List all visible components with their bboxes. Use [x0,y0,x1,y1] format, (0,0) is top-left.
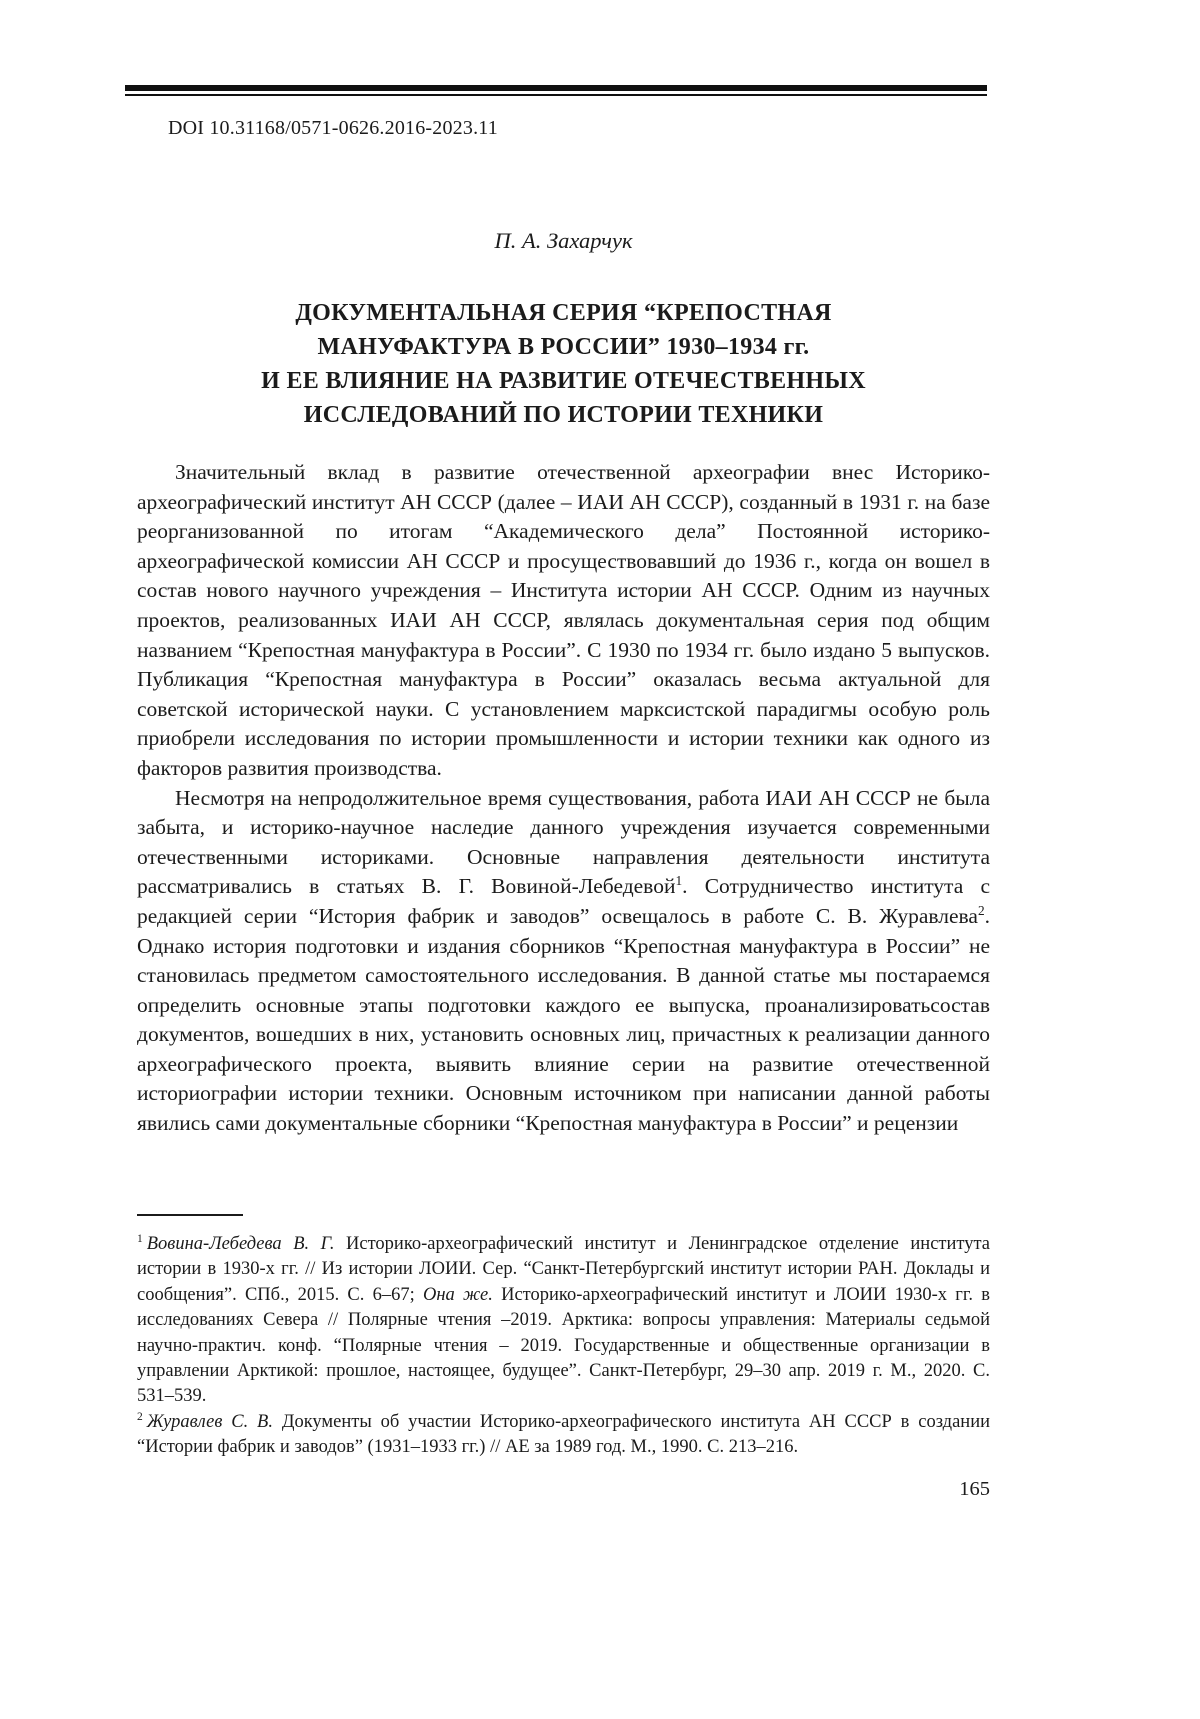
doi-text: DOI 10.31168/0571-0626.2016-2023.11 [168,117,498,139]
footnote-ref-1: 1 [675,873,683,889]
article-body [137,458,990,1139]
paragraph-1: Значительный вклад в развитие отечественной археографии внес Историко-археографический институт АН СССР (далее – ИАИ АН СССР), созданный в 1931 г. на базе реорганизованной по итогам “Академического дела” Постоянной историко-археографической комиссии АН СССР и просуществовавший до 1936 г., когда он вошел в состав нового научного учреждения – Института истории АН СССР. Одним из научных проектов, реализованных ИАИ АН СССР, являлась документальная серия под общим названием “Крепостная мануфактура в России”. С 1930 по 1934 гг. было издано 5 выпусков. Публикация “Крепостная мануфактура в России” оказалась весьма актуальной для советской исторической науки. С установлением марксистской парадигмы особую роль приобрели исследования по истории промышленности и истории техники как одного из факторов развития производства. [137,460,990,780]
title-line-1: ДОКУМЕНТАЛЬНАЯ СЕРИЯ “КРЕПОСТНАЯ [295,300,832,326]
footnote-2-marker: 2 [137,1410,143,1423]
footnote-1 [137,1232,990,1410]
footnote-1-text-a: Историко-археографический институт и Ленинградское отделение института истории в 1930-х гг. // Из истории ЛОИИ. Сер. “Санкт-Петербургский институт истории РАН. Доклады и сообщения”. СПб., 2015. С. 6–67; [137,1234,991,1305]
title-line-2: МАНУФАКТУРА В РОССИИ” 1930–1934 гг. [317,334,810,360]
footnote-ref-2: 2 [977,902,985,918]
paragraph-2-text-b: . Сотрудничество института с редакцией серии “История фабрик и заводов” освещалось в работе С. В. Журавлева [137,874,990,928]
page-number: 165 [959,1478,990,1500]
footnote-1-text-b: Историко-археографический институт и ЛОИИ 1930-х гг. в исследованиях Севера // Полярные чтения –2019. Арктика: вопросы управления: Материалы седьмой научно-практич. конф. “Полярные чтения – 2019. Государственные и общественные организации в управлении Арктикой: прошлое, настоящее, будущее”. Санкт-Петербург, 29–30 апр. 2019 г. М., 2020. С. 531–539. [137,1284,990,1407]
footnote-1-marker: 1 [137,1232,143,1245]
footnote-2-author: Журавлев С. В. [146,1411,273,1432]
footnotes-block [137,1232,990,1461]
rule-thin [125,94,987,96]
footnote-1-same-author: Она же. [423,1284,493,1305]
rule-thick [125,85,987,91]
paragraph-2-text-c: . Однако история подготовки и издания сборников “Крепостная мануфактура в России” не становилась предметом самостоятельного исследования. В данной статье мы постараемся определить основные этапы подготовки каждого ее выпуска, проанализироватьсостав документов, вошедших в них, установить основных лиц, причастных к реализации данного археографического проекта, выявить влияние серии на развитие отечественной историографии истории техники. Основным источником при написании данной работы явились сами документальные сборники “Крепостная мануфактура в России” и рецензии [137,903,990,1136]
footnote-2-text: Документы об участии Историко-археографического института АН СССР в создании “Истории фабрик и заводов” (1931–1933 гг.) // АЕ за 1989 год. М., 1990. С. 213–216. [137,1411,990,1458]
paragraph-2-text-a: Несмотря на непродолжительное время существования, работа ИАИ АН СССР не была забыта, и историко-научное наследие данного учреждения изучается современными отечественными историками. Основные направления деятельности института рассматривались в статьях В. Г. Вовиной-Лебедевой [137,785,990,899]
footnote-2 [137,1410,990,1461]
footnote-1-author: Вовина-Лебедева В. Г. [146,1234,335,1254]
title-line-4: ИССЛЕДОВАНИЙ ПО ИСТОРИИ ТЕХНИКИ [303,402,824,428]
author-name: П. А. Захарчук [494,228,633,253]
footnote-separator [137,1214,243,1216]
paragraph-2 [137,784,990,1139]
title-line-3: И ЕЕ ВЛИЯНИЕ НА РАЗВИТИЕ ОТЕЧЕСТВЕННЫХ [261,368,866,394]
article-title [137,296,990,432]
header-double-rule [125,85,987,96]
